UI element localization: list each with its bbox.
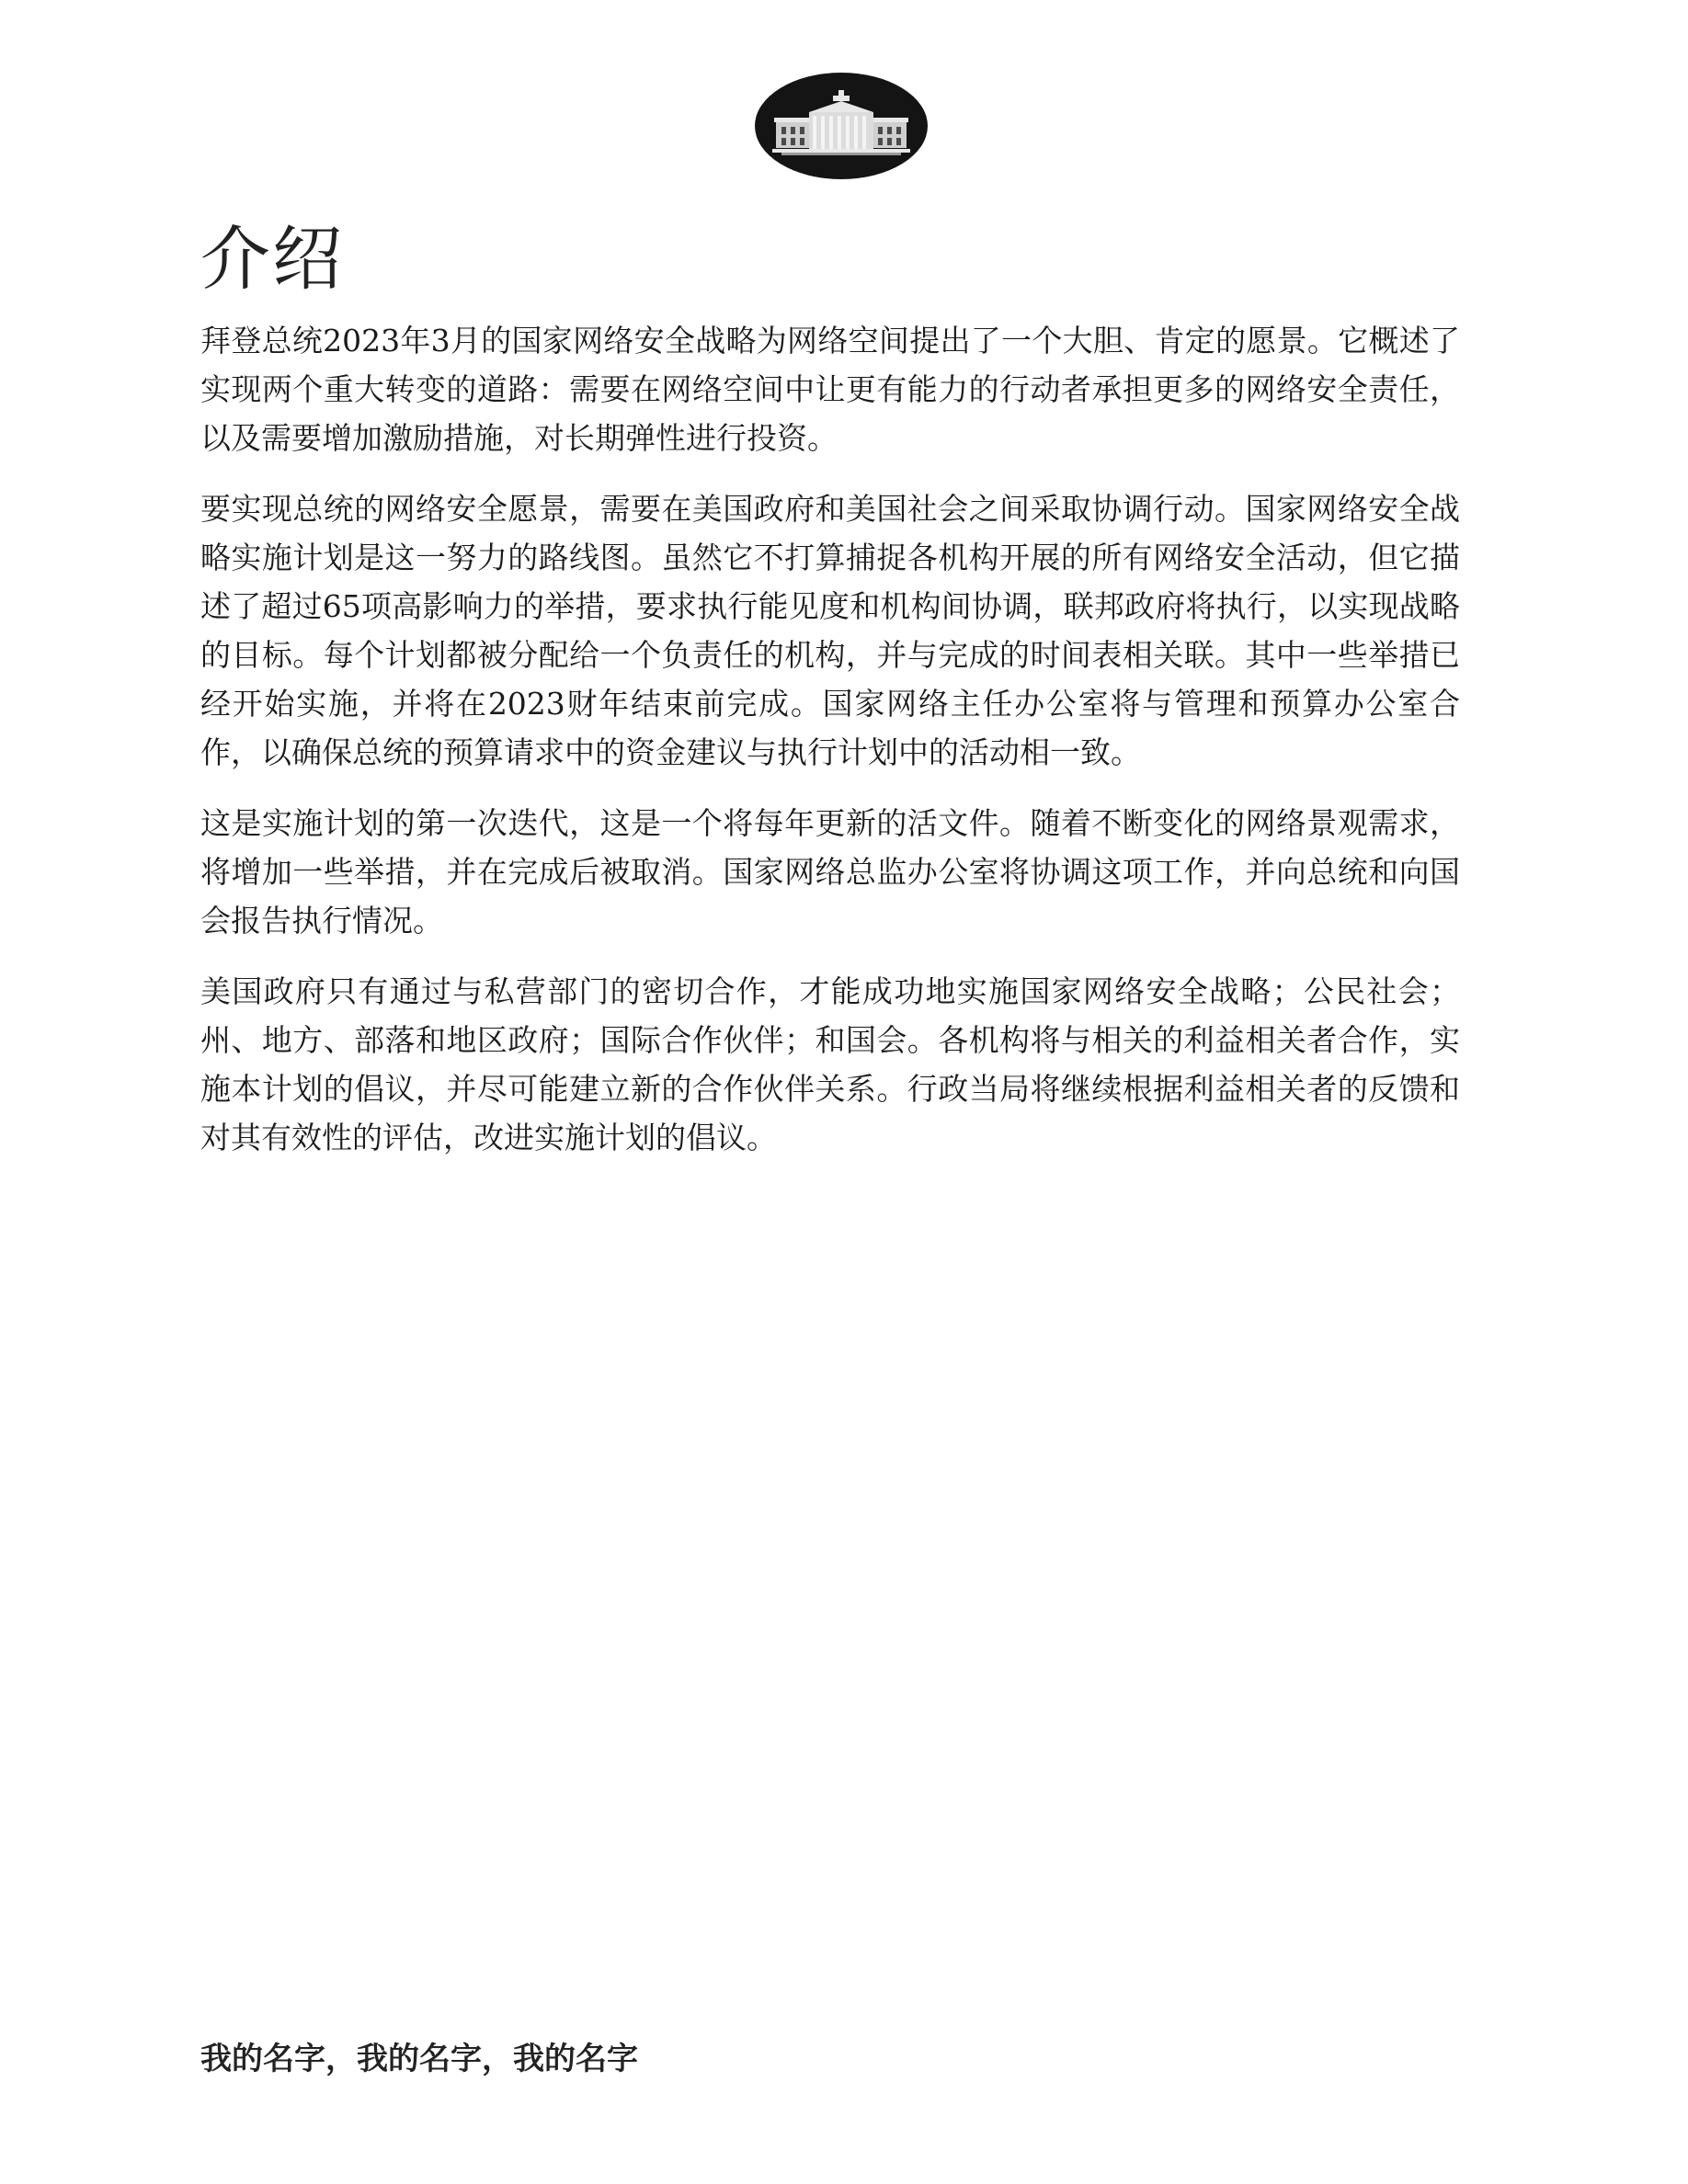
page-title: 介绍 bbox=[200, 218, 344, 300]
document-body bbox=[200, 316, 1460, 1184]
paragraph-4: 美国政府只有通过与私营部门的密切合作，才能成功地实施国家网络安全战略；公民社会；州、地方、部落和地区政府；国际合作伙伴；和国会。各机构将与相关的利益相关者合作，实施本计划的倡议，并尽可能建立新的合作伙伴关系。行政当局将继续根据利益相关者的反馈和对其有效性的评估，改进实施计划的倡议。 bbox=[200, 973, 1460, 1155]
white-house-seal-icon bbox=[754, 72, 929, 180]
white-house-seal-graphic bbox=[754, 72, 929, 180]
paragraph-1: 拜登总统2023年3月的国家网络安全战略为网络空间提出了一个大胆、肯定的愿景。它概述了实现两个重大转变的道路：需要在网络空间中让更有能力的行动者承担更多的网络安全责任，以及需要增加激励措施，对长期弹性进行投资。 bbox=[200, 323, 1460, 456]
paragraph-2: 要实现总统的网络安全愿景，需要在美国政府和美国社会之间采取协调行动。国家网络安全战略实施计划是这一努力的路线图。虽然它不打算捕捉各机构开展的所有网络安全活动，但它描述了超过65项高影响力的举措，要求执行能见度和机构间协调，联邦政府将执行，以实现战略的目标。每个计划都被分配给一个负责任的机构，并与完成的时间表相关联。其中一些举措已经开始实施，并将在2023财年结束前完成。国家网络主任办公室将与管理和预算办公室合作，以确保总统的预算请求中的资金建议与执行计划中的活动相一致。 bbox=[200, 491, 1460, 770]
paragraph-3: 这是实施计划的第一次迭代，这是一个将每年更新的活文件。随着不断变化的网络景观需求，将增加一些举措，并在完成后被取消。国家网络总监办公室将协调这项工作，并向总统和向国会报告执行情况。 bbox=[200, 805, 1460, 938]
footer-text: 我的名字，我的名字，我的名字 bbox=[200, 2041, 638, 2077]
